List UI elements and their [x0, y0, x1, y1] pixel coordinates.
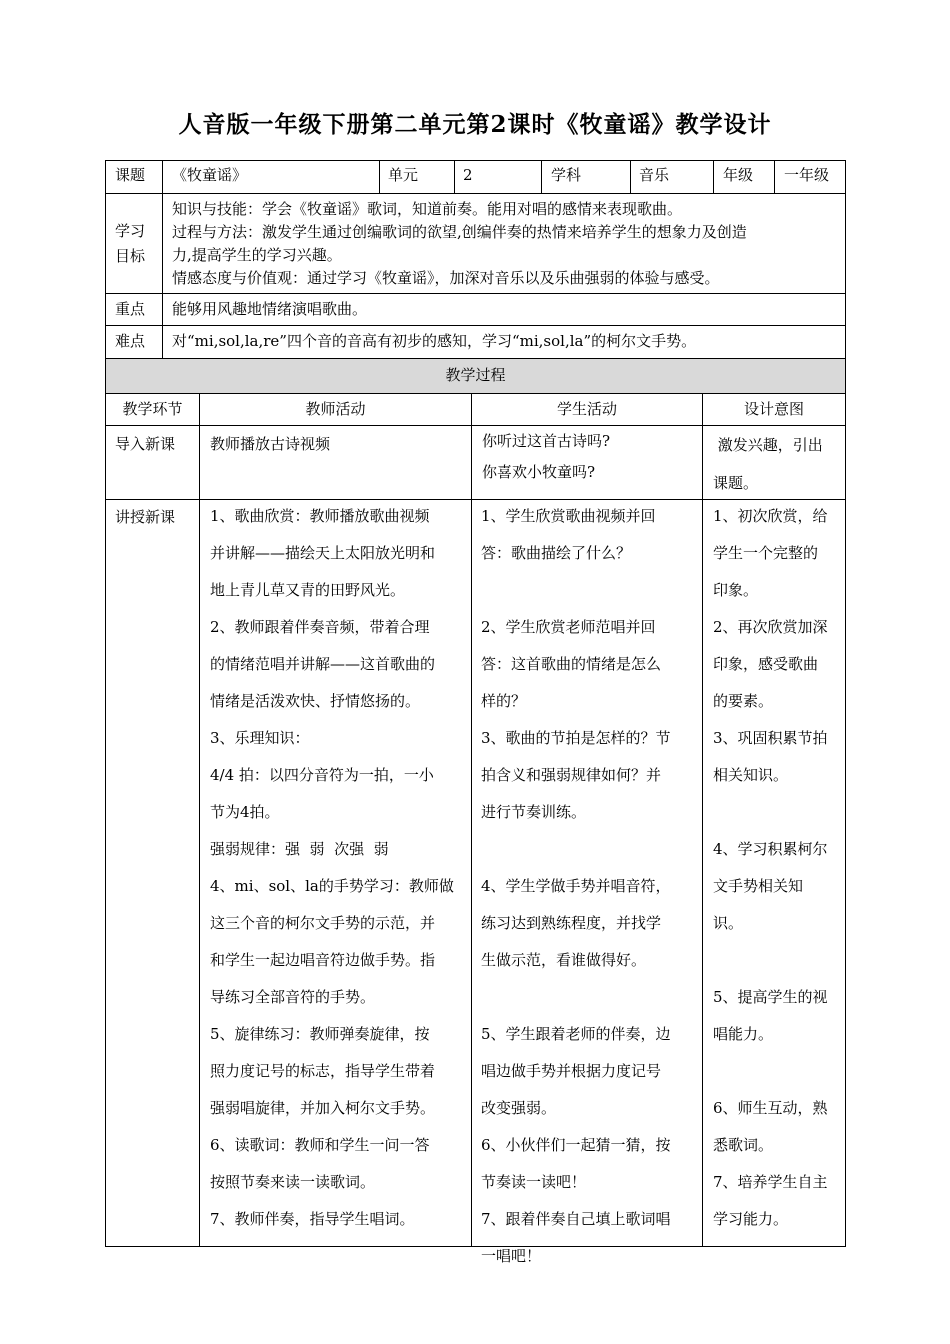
document-title: 人音版一年级下册第二单元第2课时《牧童谣》教学设计	[178, 111, 772, 138]
col-divider	[702, 393, 703, 1247]
goals-line: 力,提高学生的学习兴趣。	[172, 246, 342, 264]
goals-line: 知识与技能：学会《牧童谣》歌词，知道前奏。能用对唱的感情来表现歌曲。	[172, 200, 683, 218]
intro-stage: 导入新课	[115, 435, 176, 453]
lesson-stage: 讲授新课	[115, 508, 176, 526]
grade-label: 年级	[723, 166, 754, 184]
intro-intent: 激发兴趣，引出 课题。	[713, 436, 823, 492]
key-point-label: 重点	[115, 300, 146, 318]
col-divider	[630, 160, 631, 194]
rule-top	[105, 160, 846, 161]
difficulty-label: 难点	[115, 332, 146, 350]
goals-line: 情感态度与价值观：通过学习《牧童谣》，加深对音乐以及乐曲强弱的体验与感受。	[172, 269, 720, 287]
col-header-student: 学生活动	[556, 400, 617, 418]
goals-label: 学习	[115, 222, 146, 240]
rule-bottom	[105, 1246, 846, 1247]
col-divider	[162, 160, 163, 359]
col-header-stage: 教学环节	[122, 400, 183, 418]
col-divider	[454, 160, 455, 194]
difficulty-text: 对“mi,sol,la,re”四个音的音高有初步的感知，学习“mi,sol,la”的柯尔文手势。	[172, 332, 697, 350]
rule	[105, 393, 846, 394]
col-header-intent: 设计意图	[743, 400, 804, 418]
col-divider	[774, 160, 775, 194]
rule	[105, 293, 846, 294]
intro-student: 你听过这首古诗吗? 你喜欢小牧童吗?	[482, 432, 611, 481]
rule	[105, 325, 846, 326]
intro-teacher: 教师播放古诗视频	[210, 435, 331, 453]
unit-value: 2	[463, 166, 473, 184]
col-divider	[541, 160, 542, 194]
goals-line: 过程与方法：激发学生通过创编歌词的欲望,创编伴奏的热情来培养学生的想象力及创造	[172, 223, 747, 241]
border-left	[105, 160, 106, 1247]
process-header: 教学过程	[445, 366, 506, 384]
lesson-intent: 1、初次欣赏，给 学生一个完整的 印象。 2、再次欣赏加深 印象，感受歌曲 的要素。 3、巩固积累节拍 相关知识。 4、学习积累柯尔 文手势相关知 识。 5、提高学生的视 唱能力。 6、师生互动，熟 悉歌词。 7、培养学生自主 学习能力。	[713, 507, 828, 1228]
col-divider	[199, 393, 200, 1247]
col-divider	[471, 393, 472, 1247]
topic-value: 《牧童谣》	[172, 166, 248, 184]
border-right	[845, 160, 846, 1247]
subject-value: 音乐	[639, 166, 670, 184]
lesson-teacher: 1、歌曲欣赏：教师播放歌曲视频 并讲解——描绘天上太阳放光明和 地上青儿草又青的田野风光。 2、教师跟着伴奏音频，带着合理 的情绪范唱并讲解——这首歌曲的 情绪是活泼欢快、抒情悠扬的。 3、乐理知识： 4/4 拍：以四分音符为一拍，一小 节为4拍。 强弱规律：强 弱 次强 弱 4、mi、sol、la的手势学习：教师做 这三个音的柯尔文手势的示范，并 和学生一起边唱音符边做手势。指 导练习全部音符的手势。 5、旋律练习：教师弹奏旋律，按 照力度记号的标志，指导学生带着 强弱唱旋律，并加入柯尔文手势。 6、读歌词：教师和学生一问一答 按照节奏来读一读歌词。 7、教师伴奏，指导学生唱词。	[210, 507, 454, 1228]
goals-label: 目标	[115, 247, 146, 265]
rule	[105, 193, 846, 194]
key-point-text: 能够用风趣地情绪演唱歌曲。	[172, 300, 368, 318]
lesson-student: 1、学生欣赏歌曲视频并回 答：歌曲描绘了什么？ 2、学生欣赏老师范唱并回 答：这首歌曲的情绪是怎么 样的？ 3、歌曲的节拍是怎样的？节 拍含义和强弱规律如何？并 进行节奏训练。 4、学生学做手势并唱音符， 练习达到熟练程度，并找学 生做示范，看谁做得好。 5、学生跟着老师的伴奏，边 唱边做手势并根据力度记号 改变强弱。 6、小伙伴们一起猜一猜，按 节奏读一读吧！ 7、跟着伴奏自己填上歌词唱 一唱吧！	[481, 507, 671, 1265]
rule	[105, 358, 846, 359]
col-divider	[713, 160, 714, 194]
topic-label: 课题	[115, 166, 146, 184]
subject-label: 学科	[551, 166, 582, 184]
col-divider	[379, 160, 380, 194]
col-header-teacher: 教师活动	[305, 400, 366, 418]
unit-label: 单元	[388, 166, 419, 184]
grade-value: 一年级	[784, 166, 830, 184]
